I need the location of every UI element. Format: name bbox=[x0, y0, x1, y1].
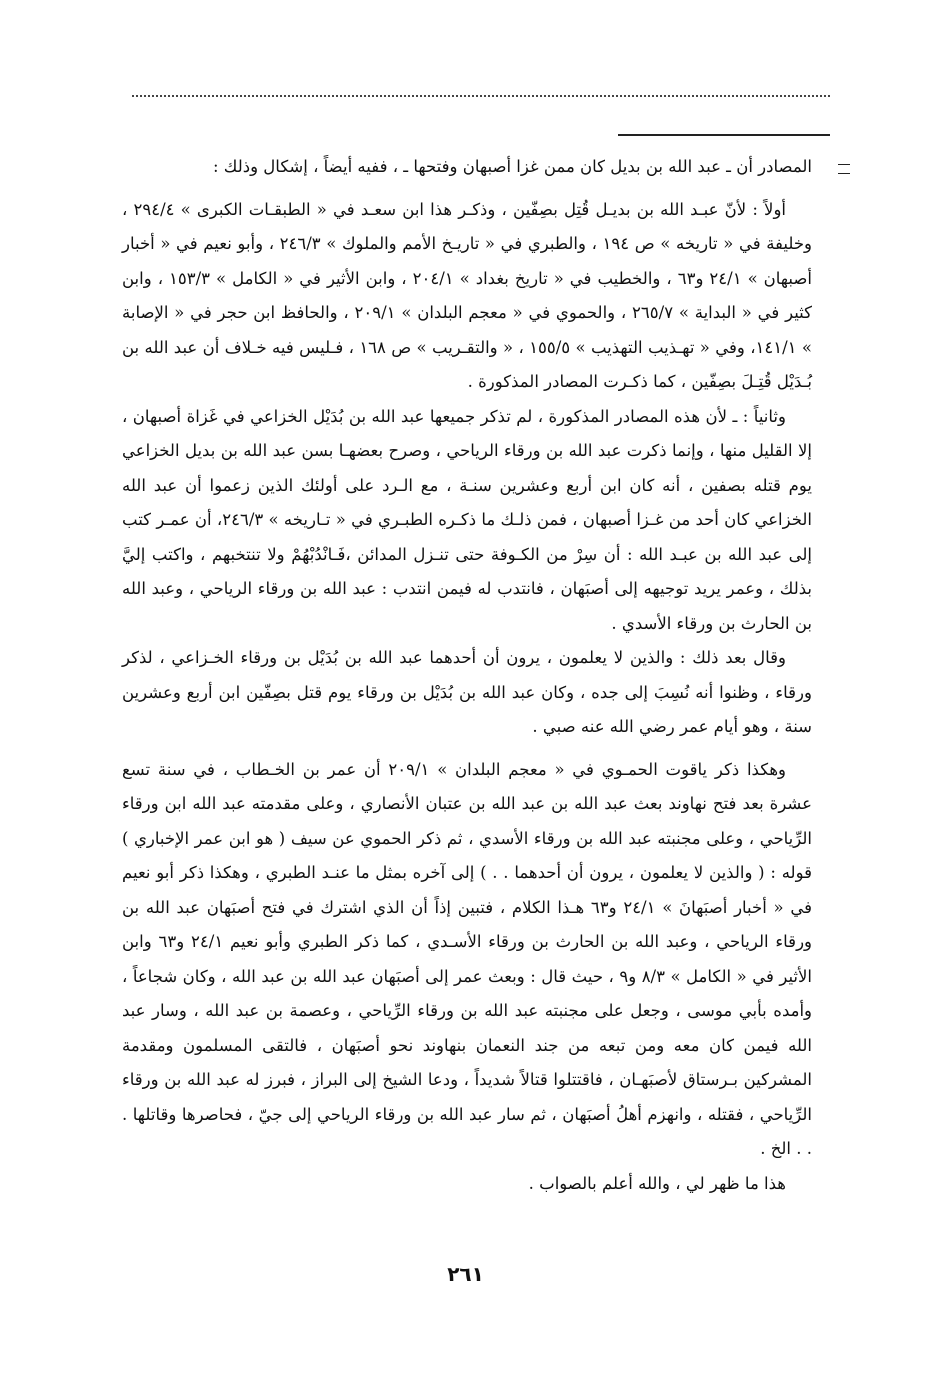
paragraph-conclusion: هذا ما ظهر لي ، والله أعلم بالصواب . bbox=[528, 1173, 786, 1193]
paragraph-tabari-quote: وقال بعد ذلك : والذين لا يعلمون ، يرون أن أحدهما عبد الله بن بُدَيْل بن ورقاء الخـزاعي ، لذكر ورقاء ، وظنوا أنه نُسِبَ إلى جده ، وكان عبد الله بن بُدَيْل بن ورقاء يوم قتل بصِفّين ابن أربع وعشرين سنة ، وهو أيام عمر رضي الله عنه صبي . bbox=[122, 648, 812, 736]
footnote-body bbox=[122, 150, 812, 1201]
paragraph-first-reason: أولاً : لأنّ عبـد الله بن بديـل قُتِل بصِفّين ، وذكـر هذا ابن سعـد في « الطبقـات الكبرى » ٢٩٤/٤ ، وخليفة في « تاريخه » ص ١٩٤ ، والطبري في « تاريـخ الأمم والملوك » ٢٤٦/٣ ، وأبو نعيم في « أخبار أصبهان » ٢٤/١ و٦٣ ، والخطيب في « تاريخ بغداد » ٢٠٤/١ ، وابن الأثير في « الكامل » ١٥٣/٣ ، وابن كثير في « البداية » ٢٦٥/٧ ، والحموي في « معجم البلدان » ٢٠٩/١ ، والحافظ ابن حجر في « الإصابة » ١٤١/١، وفي « تهـذيب التهذيب » ١٥٥/٥ ، « والتقـريب » ص ١٦٨ ، فـليس فيه خـلاف أن عبد الله بن بُـدَيْل قُتِـلَ بصِفّين ، كما ذكـرت المصادر المذكورة . bbox=[122, 199, 813, 391]
paragraph-second-reason: وثانياً : ـ لأن هذه المصادر المذكورة ، لم تذكر جميعها عبد الله بن بُدَيْل الخزاعي في غَزاة أصبهان ، إلا القليل منها ، وإنما ذكرت عبد الله بن ورقاء الرياحي ، وصرح بعضهـا بسن عبد الله بن بديل الخزاعي يوم قتله بصفين ، أنه كان ابن أربع وعشرين سنـة ، مع الـرد على أولئك الذين زعموا أن عبد الله الخزاعي كان أحد من غـزا أصبهان ، فمن ذلـك ما ذكـره الطبـري في « تـاريخه » ٢٤٦/٣، أن عمـر كتب إلى عبد الله بن عبـد الله : أن سِرْ من الكـوفة حتى تنـزل المدائن ،فَـانْدُبْهُمْ ولا تنتخبهم ، واكتب إليَّ بذلك ، وعمر يريد توجيهه إلى أصبَهان ، فانتدب له فيمن انتدب : عبد الله بن ورقاء الرياحي ، وعبد الله بن الحارث بن ورقاء الأسدي . bbox=[122, 406, 812, 633]
footnote-lead: المصادر أن ـ عبد الله بن بديل كان ممن غزا أصبهان وفتحها ـ ، ففيه أيضاً ، إشكال وذلك : bbox=[213, 157, 812, 176]
page-number: ٢٦١ bbox=[447, 1262, 484, 1286]
equals-marker-icon bbox=[838, 164, 850, 174]
dotted-separator bbox=[132, 95, 830, 97]
footnote-rule bbox=[618, 134, 830, 136]
paragraph-hamawi: وهكذا ذكر ياقوت الحمـوي في « معجم البلدان » ٢٠٩/١ أن عمر بن الخـطاب ، في سنة تسع عشرة بعد فتح نهاوند بعث عبد الله بن عبد الله بن عتبان الأنصاري ، وعلى مقدمته عبد الله ابن ورقاء الرِّياحي ، وعلى مجنبته عبد الله بن ورقاء الأسدي ، ثم ذكر الحموي عن سيف ( هو ابن عمر الإخباري ) قوله : ( والذين لا يعلمون ، يرون أن أحدهما . . ) إلى آخره بمثل ما عنـد الطبري ، وهكذا ذكر أبو نعيم في « أخبار أصبَهانَ » ٢٤/١ و٦٣ هـذا الكلام ، فتبين إذاً أن الذي اشترك في فتح أصبَهان عبد الله بن ورقاء الرياحي ، وعبد الله بن الحارث بن ورقاء الأسـدي ، كما ذكر الطبري وأبو نعيم ٢٤/١ و٦٣ وابن الأثير في « الكامل » ٨/٣ و٩ ، حيث قال : وبعث عمر إلى أصبَهان عبد الله بن عبد الله ، وكان شجاعاً ، وأمده بأبي موسى ، وجعل على مجنبته عبد الله بن ورقاء الرِّياحي ، وعصمة بن عبد الله ، وسار عبد الله فيمن كان معه ومن تبعه من جند النعمان بنهاوند نحو أصبَهان ، فالتقى المسلمون ومقدمة المشركين بـرستاق لأصبَهـان ، فاقتتلوا قتالاً شديداً ، ودعا الشيخ إلى البراز ، فبرز له عبد الله بن ورقاء الرِّياحي ، فقتله ، وانهزم أهلُ أصبَهان ، ثم سار عبد الله بن ورقاء الرياحي إلى جيّ ، فحاصرها وقاتلها . . . الخ . bbox=[122, 759, 813, 1158]
